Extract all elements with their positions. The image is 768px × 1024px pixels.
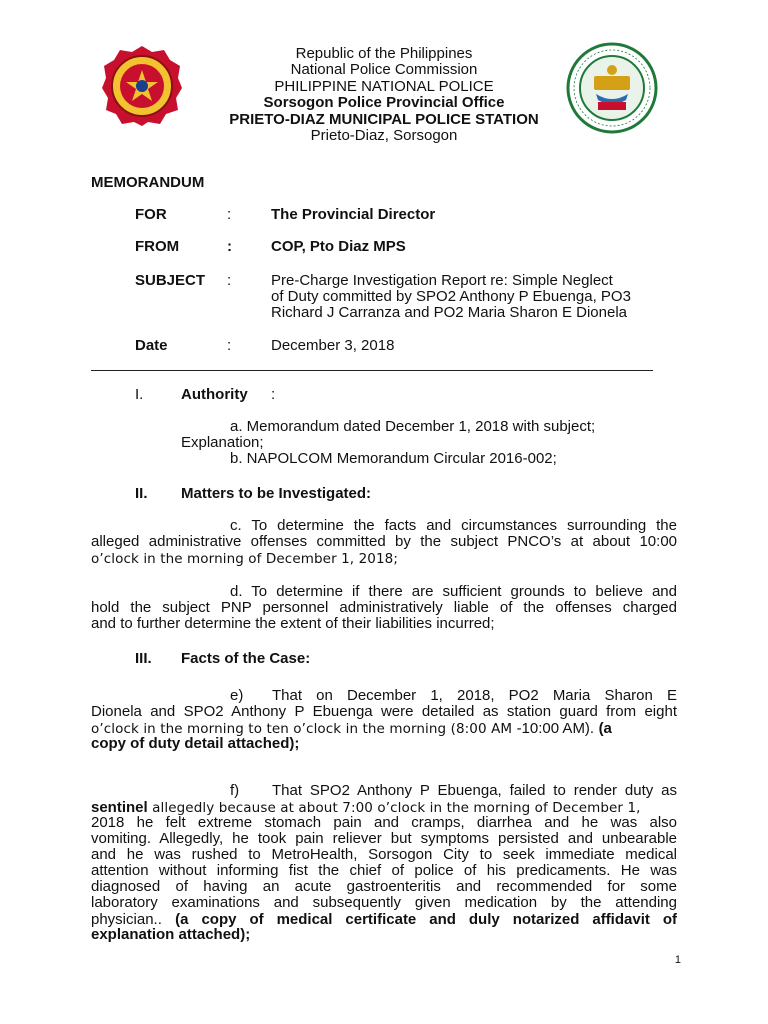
authority-a-line-2: Explanation; [181, 434, 264, 451]
fact-f-line-6: attention without informing fist the chief of police of his predicaments. He was [91, 862, 677, 879]
fact-f-line-8: laboratory examinations and subsequently given medication by the attending [91, 894, 677, 911]
matter-d-line-3: and to further determine the extent of their liabilities incurred; [91, 615, 495, 632]
for-colon: : [227, 206, 232, 223]
from-label: FROM [135, 238, 180, 255]
section-1-title: Authority [181, 386, 248, 403]
subject-line-3: Richard J Carranza and PO2 Maria Sharon E Dionela [271, 304, 628, 321]
subject-line-2: of Duty committed by SPO2 Anthony P Ebuenga, PO3 [271, 288, 631, 305]
fact-f-label: f) [230, 782, 240, 799]
memo-divider [91, 370, 653, 371]
section-3-number: III. [135, 650, 152, 667]
section-2-title: Matters to be Investigated: [181, 485, 372, 502]
fact-f-line-2-rest: allegedly because at about 7:00 o’clock in the morning of December 1, [152, 800, 641, 816]
for-value: The Provincial Director [271, 206, 436, 223]
from-colon: : [227, 238, 232, 255]
date-value: December 3, 2018 [271, 337, 395, 354]
section-1-number: I. [135, 386, 144, 403]
from-value: COP, Pto Diaz MPS [271, 238, 406, 255]
fact-f-line-3: 2018 he felt extreme stomach pain and cramps, diarrhea and he was also [91, 814, 677, 831]
subject-label: SUBJECT [135, 272, 206, 289]
header-republic: Republic of the Philippines [295, 45, 473, 62]
for-label: FOR [135, 206, 167, 223]
fact-e-line-1: That on December 1, 2018, PO2 Maria Sharon E [272, 687, 677, 704]
fact-e-line-4: copy of duty detail attached); [91, 735, 300, 752]
page-number: 1 [674, 954, 681, 966]
fact-f-line-1: That SPO2 Anthony P Ebuenga, failed to render duty as [272, 782, 677, 799]
fact-f-line-9-start: physician.. [91, 911, 162, 928]
fact-f-line-5: and he was rushed to MetroHealth, Sorsogon City to seek immediate medical [91, 846, 677, 863]
matter-c-line-2: alleged administrative offenses committed by the subject PNCO’s at about 10:00 [91, 533, 677, 550]
header-station: PRIETO-DIAZ MUNICIPAL POLICE STATION [229, 110, 539, 128]
fact-f-line-7: diagnosed of having an acute gastroenteritis and recommended for some [91, 878, 677, 895]
matter-d-line-2: hold the subject PNP personnel administratively liable of the offenses charged [91, 599, 677, 616]
fact-e-line-3-end: -10:00 AM). [516, 720, 595, 737]
fact-e-line-3-bold: (a [598, 720, 612, 737]
fact-e-label: e) [230, 687, 244, 704]
subject-colon: : [227, 272, 232, 289]
header-napolcom: National Police Commission [290, 61, 478, 79]
header-location: Prieto-Diaz, Sorsogon [310, 127, 458, 145]
section-1-colon: : [271, 386, 276, 403]
date-label: Date [135, 337, 168, 354]
matter-c-line-3: o’clock in the morning of December 1, 2018; [91, 551, 398, 567]
subject-line-1: Pre-Charge Investigation Report re: Simple Neglect [271, 272, 613, 289]
fact-f-line-9-bold: (a copy of medical certificate and duly notarized affidavit of [175, 911, 677, 928]
authority-b: b. NAPOLCOM Memorandum Circular 2016-002; [230, 450, 557, 467]
header-pnp: PHILIPPINE NATIONAL POLICE [274, 77, 494, 95]
fact-e-line-3-time: o’clock in the morning to ten o’clock in the morning (8:00 AM [91, 721, 517, 737]
fact-f-line-10: explanation attached); [91, 926, 251, 943]
authority-a-line-1: a. Memorandum dated December 1, 2018 with subject; [230, 418, 596, 435]
header-provincial-office: Sorsogon Police Provincial Office [263, 94, 505, 112]
section-2-number: II. [135, 485, 148, 502]
memo-title: MEMORANDUM [91, 174, 205, 191]
matter-d-line-1: d. To determine if there are sufficient grounds to believe and [230, 583, 677, 600]
letterhead [0, 46, 768, 144]
fact-f-line-4: vomiting. Allegedly, he took pain reliever but symptoms persisted and unbearable [91, 830, 677, 847]
date-colon: : [227, 337, 232, 354]
fact-f-line-2-bold: sentinel [91, 799, 148, 816]
matter-c-line-1: c. To determine the facts and circumstances surrounding the [230, 517, 677, 534]
section-3-title: Facts of the Case: [181, 650, 311, 667]
fact-e-line-2: Dionela and SPO2 Anthony P Ebuenga were detailed as station guard from eight [91, 703, 677, 720]
